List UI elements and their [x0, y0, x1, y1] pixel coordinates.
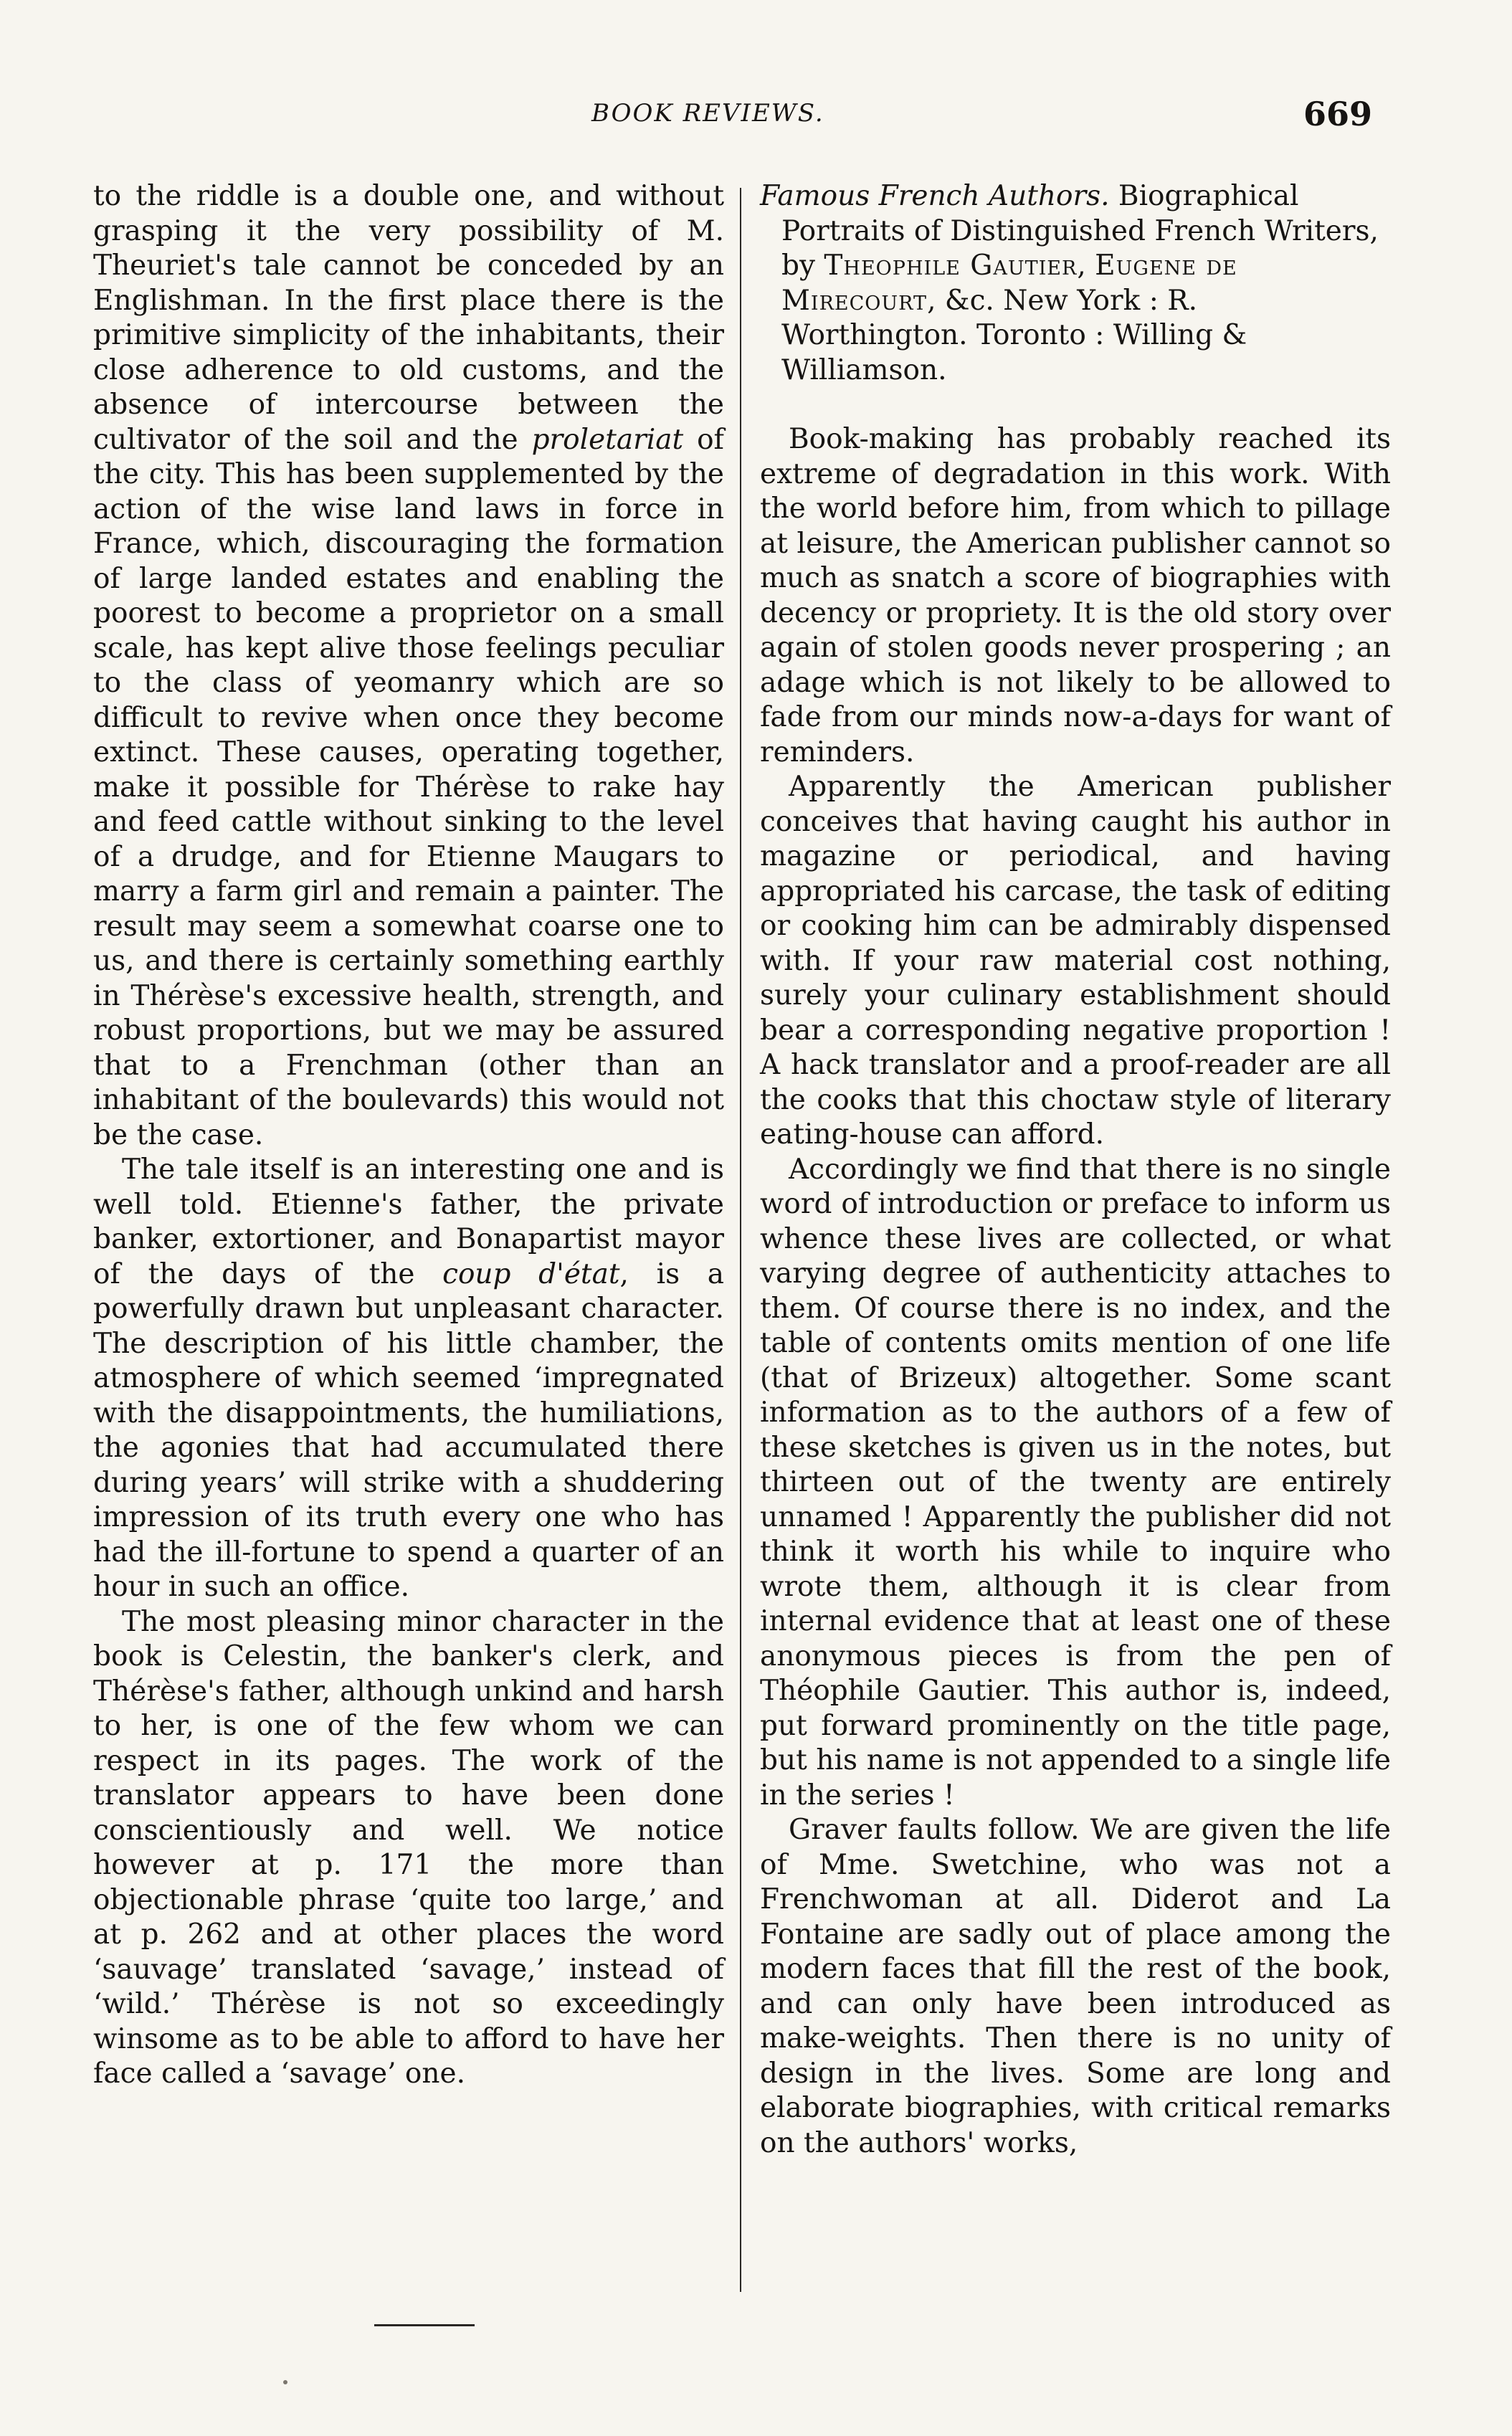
- right-paragraph-3: Accordingly we find that there is no single word of introduction or preface to inform us whence these lives are collected, or what varying degree of authenticity attaches to them. Of course there is no index, and the table of contents omits mention of one life (that of Brizeux) altogether. Some scant information as to the authors of a few of these sketches is given us in the notes, but thirteen out of the twenty are entirely unnamed ! Apparently the publisher did not think it worth his while to inquire who wrote them, although it is clear from internal evidence that at least one of these anonymous pieces is from the pen of Théophile Gautier. This author is, indeed, put forward prominently on the title page, but his name is not appended to a single life in the series !: [760, 1153, 1391, 1812]
- section-end-rule: [374, 2324, 475, 2326]
- review-book-title: Famous French Authors.: [760, 180, 1110, 212]
- page-number: 669: [1303, 95, 1373, 133]
- review-heading-text-b: ,: [1077, 249, 1095, 282]
- running-title: BOOK REVIEWS.: [591, 99, 824, 128]
- left-paragraph-3: The most pleasing minor character in the book is Celestin, the banker's clerk, and Thérèse's father, although unkind and harsh to her, is one of the few whom we can respect in its pages. The work of the translator appears to have been done conscientiously and well. We notice however at p. 171 the more than objectionable phrase ‘quite too large,’ and at p. 262 and at other places the word ‘sauvage’ translated ‘savage,’ instead of ‘wild.’ Thérèse is not so exceedingly winsome as to be able to afford to have her face called a ‘savage’ one.: [93, 1605, 724, 2090]
- page-header: [0, 95, 1512, 142]
- right-paragraph-1: Book-making has probably reached its extreme of degradation in this work. With the world before him, from which to pillage at leisure, the American publisher cannot so much as snatch a score of biographies with decency or propriety. It is the old story over again of stolen goods never prospering ; an adage which is not likely to be allowed to fade from our minds now-a-days for want of reminders.: [760, 423, 1391, 769]
- review-heading-text-c: , &c. New York : R. Worthington. Toronto : Willing & Williamson.: [781, 284, 1247, 386]
- review-author-1: Theophile Gautier: [824, 249, 1078, 282]
- left-paragraph-1: [93, 179, 724, 1153]
- right-paragraph-2: Apparently the American publisher conceives that having caught his author in magazine or periodical, and having appropriated his carcase, the task of editing or cooking him can be admirably dispensed with. If your raw material cost nothing, surely your culinary establishment should bear a corresponding negative proportion ! A hack translator and a proof-reader are all the cooks that this choctaw style of literary eating-house can afford.: [760, 771, 1391, 1151]
- review-author-2: Eugene de Mirecourt: [781, 249, 1237, 317]
- review-heading-text-a: Biographical Portraits of Distinguished French Writers, by: [781, 180, 1379, 282]
- left-p1-italic: proletariat: [531, 423, 684, 456]
- left-p2-italic: coup d'état: [442, 1257, 620, 1290]
- left-p2-text-a: The tale itself is an interesting one and is well told. Etienne's father, the private banker, extortioner, and Bonapartist mayor of the days of the: [93, 1153, 724, 1290]
- left-p1-text: to the riddle is a double one, and without grasping it the very possibility of M. Theuriet's tale cannot be conceded by an Englishman. In the first place there is the primitive simplicity of the inhabitants, their close adherence to old customs, and the absence of intercourse between the cultivator of the soil and the: [93, 180, 724, 456]
- right-column: [760, 179, 1391, 2161]
- left-p1-rest: of the city. This has been supplemented by the action of the wise land laws in force in France, which, discouraging the formation of large landed estates and enabling the poorest to become a proprietor on a small scale, has kept alive those feelings peculiar to the class of yeomanry which are so difficult to revive when once they become extinct. These causes, operating together, make it possible for Thérèse to rake hay and feed cattle without sinking to the level of a drudge, and for Etienne Maugars to marry a farm girl and remain a painter. The result may seem a somewhat coarse one to us, and there is certainly something earthly in Thérèse's excessive health, strength, and robust proportions, but we may be assured that to a Frenchman (other than an inhabitant of the boulevards) this would not be the case.: [93, 423, 724, 1151]
- right-paragraph-4: Graver faults follow. We are given the life of Mme. Swetchine, who was not a Frenchwoman at all. Diderot and La Fontaine are sadly out of place among the modern faces that fill the rest of the book, and can only have been introduced as make-weights. Then there is no unity of design in the lives. Some are long and elaborate biographies, with critical remarks on the authors' works,: [760, 1814, 1391, 2159]
- review-heading: [760, 179, 1391, 388]
- left-column: [93, 179, 724, 2092]
- print-speck: [283, 2380, 287, 2384]
- left-paragraph-2: [93, 1153, 724, 1605]
- column-divider: [740, 188, 741, 2292]
- left-p2-text-b: , is a powerfully drawn but unpleasant character. The description of his little chamber, the atmosphere of which seemed ‘impregnated with the disappointments, the humiliations, the agonies that had accumulated there during years’ will strike with a shuddering impression of its truth every one who has had the ill-fortune to spend a quarter of an hour in such an office.: [93, 1257, 724, 1603]
